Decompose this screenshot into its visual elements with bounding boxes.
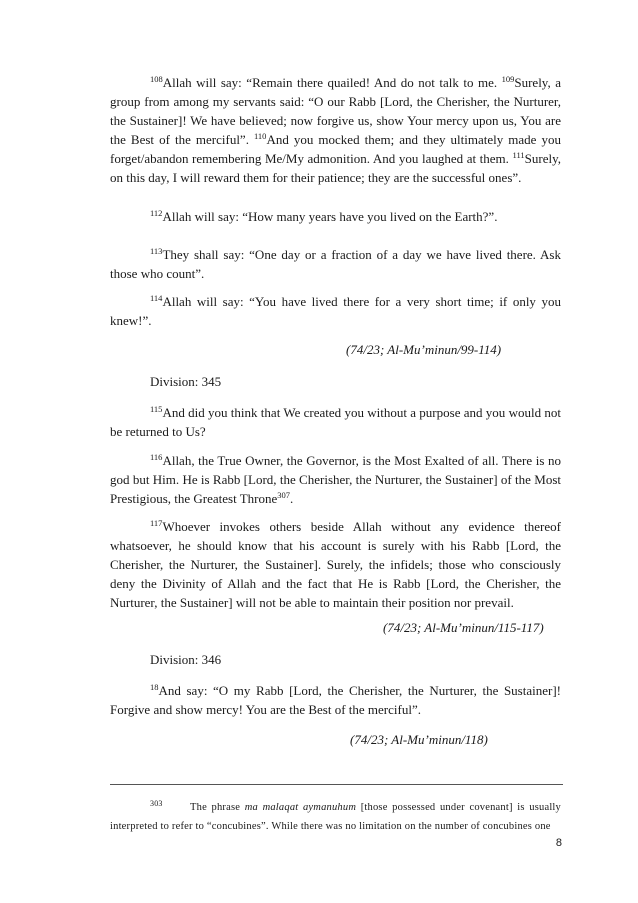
verse-text: And say: “O my Rabb [Lord, the Cherisher, the Nurturer, the Sustainer]! Forgive and show mercy! You are the Best of the merciful”. <box>110 683 561 717</box>
verse-text: Allah, the True Owner, the Governor, is the Most Exalted of all. There is no god but Him. He is Rabb [Lord, the Cherisher, the Nurturer, the Sustainer] of the Most Prestigious, the Greatest Throne <box>110 453 561 506</box>
verse-text: Allah will say: “Remain there quailed! And do not talk to me. <box>162 75 502 90</box>
verse-text: Allah will say: “You have lived there for a very short time; if only you knew!”. <box>110 294 561 328</box>
verse-paragraph <box>110 517 561 612</box>
citation: (74/23; Al-Mu’minun/118) <box>350 732 488 747</box>
footnote: 303 The phrase ma malaqat aymanuhum [those possessed under covenant] is usually interpreted to refer to “concubines”. While there was no limitation on the number of concubines one <box>110 799 562 832</box>
verse-paragraph <box>110 207 561 226</box>
verse-number: 307 <box>277 490 291 500</box>
verse-paragraph <box>110 73 561 187</box>
verse-paragraph <box>110 403 561 441</box>
verse-number: 111 <box>512 150 525 160</box>
footnote-text-before: The phrase <box>190 802 245 813</box>
verse-text: Surely, a group from among my servants said: “O our Rabb [Lord, the Cherisher, the Nurturer, the Sustainer]! We have believed; now forgive us, show Your mercy upon us, You are the Best of the merciful”. <box>110 75 561 147</box>
verse-number: 117 <box>150 518 163 528</box>
verse-number: 114 <box>150 293 163 303</box>
page-number: 8 <box>555 837 562 849</box>
verse-text: They shall say: “One day or a fraction of a day we have lived there. Ask those who count”. <box>110 247 561 281</box>
verse-text: Surely, on this day, I will reward them for their patience; they are the successful ones”. <box>110 151 561 185</box>
verse-paragraph <box>110 245 561 283</box>
citation: (74/23; Al-Mu’minun/99-114) <box>346 342 502 357</box>
verse-number: 18 <box>150 682 159 692</box>
verse-number: 109 <box>501 74 515 84</box>
verse-text: Allah will say: “How many years have you lived on the Earth?”. <box>162 209 498 224</box>
verse-text: And did you think that We created you without a purpose and you would not be returned to Us? <box>110 405 561 439</box>
footnote-divider <box>110 784 563 785</box>
division-heading: Division: 345 <box>150 374 222 389</box>
verse-paragraph <box>110 292 561 330</box>
verse-number: 113 <box>150 246 163 256</box>
verse-number: 115 <box>150 404 163 414</box>
division-heading: Division: 346 <box>150 652 222 667</box>
verse-text: And you mocked them; and they ultimately made you forget/abandon remembering Me/My admonition. And you laughed at them. <box>110 132 561 166</box>
verse-text: Whoever invokes others beside Allah without any evidence thereof whatsoever, he should know that his account is surely with his Rabb [Lord, the Cherisher, the Nurturer, the Sustainer]. Surely, the infidels; those who consciously deny the Divinity of Allah and the fact that He is Rabb [Lord, the Cherisher, the Nurturer, the Sustainer] will not be able to maintain their position nor prevail. <box>110 519 561 610</box>
verse-text: . <box>290 491 294 506</box>
verse-number: 112 <box>150 208 163 218</box>
verse-number: 110 <box>254 131 267 141</box>
verse-paragraph <box>110 681 561 719</box>
footnote-text-after: [those possessed under covenant] is usually interpreted to refer to “concubines”. While there was no limitation on the number of concubines one <box>110 802 562 832</box>
citation: (74/23; Al-Mu’minun/115-117) <box>383 620 544 635</box>
verse-number: 116 <box>150 452 163 462</box>
verse-number: 108 <box>150 74 163 84</box>
verse-paragraph <box>110 451 561 508</box>
footnote-italic-phrase: ma malaqat aymanuhum <box>244 802 357 813</box>
